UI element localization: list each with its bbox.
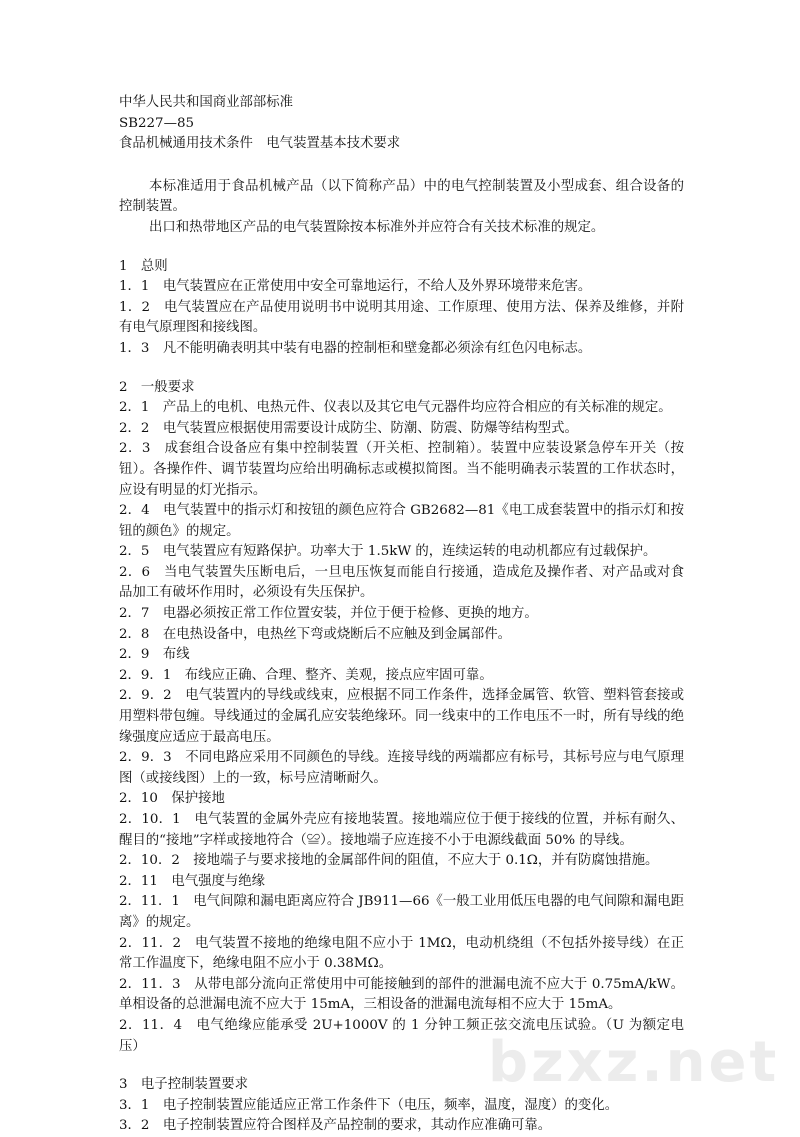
document-body: [119, 93, 684, 1137]
clause-2-7: 2．7 电器必须按正常工作位置安装，并位于便于检修、更换的地方。: [119, 606, 538, 622]
standard-code: SB227—85: [119, 115, 195, 131]
clause-2-9-1: 2．9．1 布线应正确、合理、整齐、美观，接点应牢固可靠。: [119, 667, 493, 683]
clause-2-5: 2．5 电气装置应有短路保护。功率大于 1.5kW 的，连续运转的电动机都应有过载保护。: [119, 544, 657, 560]
clause-2-11: 2．11 电气强度与绝缘: [119, 873, 266, 889]
clause-2-11-3: 2．11．3 从带电部分流向正常使用中可能接触到的部件的泄漏电流不应大于 0.75mA/kW。单相设备的总泄漏电流不应大于 15mA，三相设备的泄漏电流每相不应大于 15mA。: [119, 976, 684, 1013]
clause-2-10: 2．10 保护接地: [119, 791, 225, 807]
clause-3-1: 3．1 电子控制装置应能适应正常工作条件下（电压，频率，温度，湿度）的变化。: [119, 1097, 619, 1113]
clause-3-2: 3．2 电子控制装置应符合图样及产品控制的要求，其动作应准确可靠。: [119, 1118, 552, 1134]
section-heading-2: 2 一般要求: [119, 379, 195, 395]
clause-1-3: 1．3 凡不能明确表明其中装有电器的控制柜和壁龛都必须涂有红色闪电标志。: [119, 340, 592, 356]
watermark-logo: bzxz.net: [488, 1030, 780, 1095]
standard-org: 中华人民共和国商业部部标准: [119, 95, 294, 110]
clause-2-6: 2．6 当电气装置失压断电后，一旦电压恢复而能自行接通，造成危及操作者、对产品或对食品加工有破坏作用时，必须设有失压保护。: [119, 564, 684, 601]
clause-1-1: 1．1 电气装置应在正常使用中安全可靠地运行，不给人及外界环境带来危害。: [119, 279, 592, 295]
clause-2-9-3: 2．9．3 不同电路应采用不同颜色的导线。连接导线的两端都应有标号，其标号应与电气原理图（或接线图）上的一致，标号应清晰耐久。: [119, 750, 684, 786]
clause-2-10-2: 2．10．2 接地端子与要求接地的金属部件间的阻值，不应大于 0.1Ω，并有防腐蚀措施。: [119, 853, 659, 869]
clause-2-1: 2．1 产品上的电机、电热元件、仪表以及其它电气元器件均应符合相应的有关标准的规定。: [119, 400, 672, 416]
clause-2-8: 2．8 在电热设备中，电热丝下弯或烧断后不应触及到金属部件。: [119, 626, 511, 642]
section-heading-3: 3 电子控制装置要求: [119, 1077, 249, 1093]
clause-1-2: 1．2 电气装置应在产品使用说明书中说明其用途、工作原理、使用方法、保养及维修，并附有电气原理图和接线图。: [119, 299, 684, 336]
standard-title: 食品机械通用技术条件 电气装置基本技术要求: [119, 136, 401, 152]
clause-2-9-2: 2．9．2 电气装置内的导线或线束，应根据不同工作条件，选择金属管、软管、塑料管套接或用塑料带包缠。导线通过的金属孔应安装绝缘环。同一线束中的工作电压不一时，所有导线的绝缘强度应适应于最高电压。: [119, 688, 684, 745]
intro-paragraph-2: 出口和热带地区产品的电气装置除按本标准外并应符合有关技术标准的规定。: [149, 219, 605, 235]
clause-2-10-1: 2．10．1 电气装置的金属外壳应有接地装置。接地端应位于便于接线的位置，并标有耐久、醒目的“接地”字样或接地符合（≌）。接地端子应连接不小于电源线截面 50% 的导线。: [119, 812, 684, 848]
clause-2-11-1: 2．11．1 电气间隙和漏电距离应符合 JB911—66《一般工业用低压电器的电气间隙和漏电距离》的规定。: [119, 894, 684, 930]
clause-2-11-2: 2．11．2 电气装置不接地的绝缘电阻不应小于 1MΩ，电动机绕组（不包括外接导线）在正常工作温度下，绝缘电阻不应小于 0.38MΩ。: [119, 935, 684, 972]
clause-2-11-4: 2．11．4 电气绝缘应能承受 2U+1000V 的 1 分钟工频正弦交流电压试验。（U 为额定电压）: [119, 1017, 684, 1054]
clause-2-2: 2．2 电气装置应根据使用需要设计成防尘、防潮、防震、防爆等结构型式。: [119, 420, 578, 436]
section-heading-1: 1 总则: [119, 258, 168, 274]
clause-2-3: 2．3 成套组合设备应有集中控制装置（开关柜、控制箱）。装置中应装设紧急停车开关（按钮）。各操作件、调节装置均应给出明确标志或模拟简图。当不能明确表示装置的工作状态时，应设有明显的灯光指示。: [119, 441, 684, 498]
clause-2-9: 2．9 布线: [119, 647, 190, 663]
intro-paragraph-1: 本标准适用于食品机械产品（以下简称产品）中的电气控制装置及小型成套、组合设备的控制装置。: [119, 178, 684, 215]
clause-2-4: 2．4 电气装置中的指示灯和按钮的颜色应符合 GB2682—81《电工成套装置中的指示灯和按钮的颜色》的规定。: [119, 503, 684, 539]
